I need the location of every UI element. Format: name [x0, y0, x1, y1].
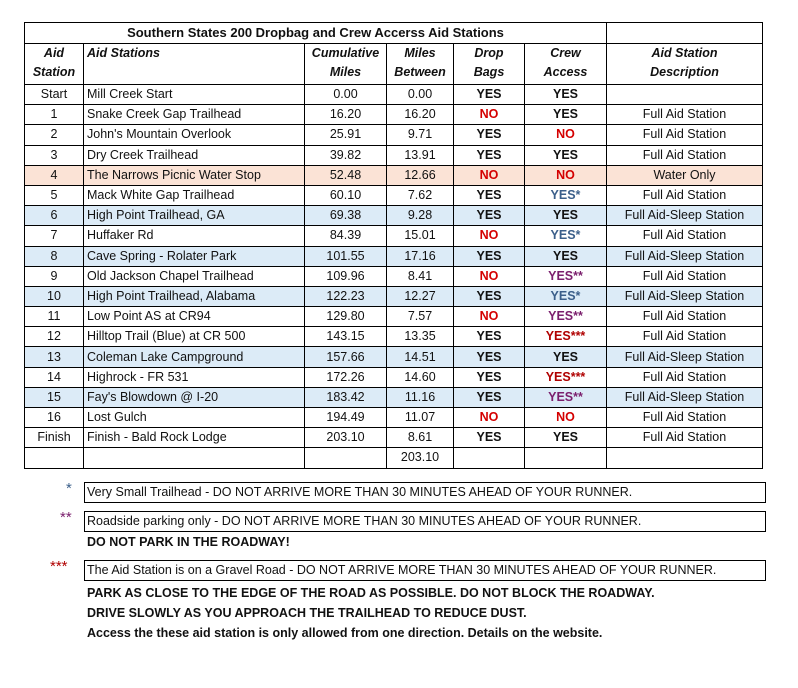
cell-between: 16.20 [387, 105, 454, 125]
note-two-mark: ** [60, 509, 72, 526]
cell-station: 1 [25, 105, 84, 125]
cell-between: 8.41 [387, 266, 454, 286]
cell-drop: YES [454, 185, 525, 205]
cell-station: 4 [25, 165, 84, 185]
cell-desc: Full Aid-Sleep Station [607, 206, 763, 226]
cell-name: Cave Spring - Rolater Park [84, 246, 305, 266]
cell-between: 7.57 [387, 307, 454, 327]
table-title: Southern States 200 Dropbag and Crew Accerss Aid Stations [25, 23, 607, 44]
table-row [25, 125, 763, 145]
cell-cumulative: 172.26 [305, 367, 387, 387]
total-empty-cell [305, 448, 387, 468]
cell-cumulative: 183.42 [305, 387, 387, 407]
cell-desc: Full Aid-Sleep Station [607, 286, 763, 306]
note-two-extra: DO NOT PARK IN THE ROADWAY! [87, 535, 290, 549]
cell-cumulative: 60.10 [305, 185, 387, 205]
cell-between: 8.61 [387, 428, 454, 448]
cell-name: Fay's Blowdown @ I-20 [84, 387, 305, 407]
cell-name: Low Point AS at CR94 [84, 307, 305, 327]
cell-desc: Full Aid Station [607, 185, 763, 205]
cell-drop: YES [454, 428, 525, 448]
cell-crew: YES*** [525, 327, 607, 347]
cell-drop: NO [454, 105, 525, 125]
cell-crew: YES** [525, 387, 607, 407]
cell-drop: YES [454, 347, 525, 367]
cell-crew: NO [525, 165, 607, 185]
cell-desc: Full Aid-Sleep Station [607, 347, 763, 367]
cell-name: Mack White Gap Trailhead [84, 185, 305, 205]
cell-station: 12 [25, 327, 84, 347]
cell-drop: NO [454, 307, 525, 327]
header-cumulative: Cumulative Miles [305, 44, 387, 85]
note-one-box: Very Small Trailhead - DO NOT ARRIVE MORE THAN 30 MINUTES AHEAD OF YOUR RUNNER. [84, 482, 766, 503]
cell-drop: YES [454, 85, 525, 105]
cell-crew: YES** [525, 266, 607, 286]
cell-station: 11 [25, 307, 84, 327]
cell-cumulative: 0.00 [305, 85, 387, 105]
cell-cumulative: 25.91 [305, 125, 387, 145]
note-three-extra2: DRIVE SLOWLY AS YOU APPROACH THE TRAILHEAD TO REDUCE DUST. [87, 606, 527, 620]
cell-desc: Full Aid Station [607, 408, 763, 428]
table-row [25, 347, 763, 367]
cell-drop: NO [454, 408, 525, 428]
table-row [25, 246, 763, 266]
cell-between: 13.91 [387, 145, 454, 165]
note-three-box: The Aid Station is on a Gravel Road - DO NOT ARRIVE MORE THAN 30 MINUTES AHEAD OF YOUR RUNNER. [84, 560, 766, 581]
cell-name: Snake Creek Gap Trailhead [84, 105, 305, 125]
table-row [25, 165, 763, 185]
cell-name: Lost Gulch [84, 408, 305, 428]
cell-between: 14.60 [387, 367, 454, 387]
header-name: Aid Stations [84, 44, 305, 85]
note-one-mark: * [66, 480, 72, 497]
cell-between: 9.71 [387, 125, 454, 145]
cell-between: 7.62 [387, 185, 454, 205]
table-row [25, 226, 763, 246]
table-row [25, 286, 763, 306]
cell-name: High Point Trailhead, Alabama [84, 286, 305, 306]
cell-crew: YES* [525, 185, 607, 205]
header-row [25, 44, 763, 85]
cell-drop: NO [454, 226, 525, 246]
cell-drop: YES [454, 246, 525, 266]
note-three-mark: *** [50, 558, 68, 575]
cell-desc: Full Aid-Sleep Station [607, 387, 763, 407]
cell-crew: YES* [525, 226, 607, 246]
cell-station: Start [25, 85, 84, 105]
cell-drop: YES [454, 327, 525, 347]
cell-crew: NO [525, 408, 607, 428]
cell-station: 8 [25, 246, 84, 266]
cell-crew: YES** [525, 307, 607, 327]
cell-drop: YES [454, 206, 525, 226]
total-empty-cell [25, 448, 84, 468]
cell-desc: Full Aid Station [607, 226, 763, 246]
cell-between: 0.00 [387, 85, 454, 105]
cell-cumulative: 101.55 [305, 246, 387, 266]
cell-station: 16 [25, 408, 84, 428]
cell-cumulative: 157.66 [305, 347, 387, 367]
table-row [25, 307, 763, 327]
cell-crew: YES* [525, 286, 607, 306]
cell-station: 9 [25, 266, 84, 286]
cell-between: 11.16 [387, 387, 454, 407]
cell-station: 5 [25, 185, 84, 205]
cell-crew: YES [525, 145, 607, 165]
table-row [25, 408, 763, 428]
cell-name: The Narrows Picnic Water Stop [84, 165, 305, 185]
cell-name: Coleman Lake Campground [84, 347, 305, 367]
cell-drop: YES [454, 367, 525, 387]
cell-between: 9.28 [387, 206, 454, 226]
cell-station: 10 [25, 286, 84, 306]
cell-cumulative: 143.15 [305, 327, 387, 347]
title-spacer [607, 23, 763, 44]
table-row [25, 387, 763, 407]
cell-desc: Water Only [607, 165, 763, 185]
cell-cumulative: 129.80 [305, 307, 387, 327]
header-desc: Aid Station Description [607, 44, 763, 85]
table-row [25, 145, 763, 165]
table-row [25, 185, 763, 205]
cell-name: Old Jackson Chapel Trailhead [84, 266, 305, 286]
header-crew: Crew Access [525, 44, 607, 85]
table-row [25, 367, 763, 387]
cell-desc: Full Aid Station [607, 327, 763, 347]
cell-drop: YES [454, 286, 525, 306]
cell-name: Highrock - FR 531 [84, 367, 305, 387]
cell-crew: YES [525, 428, 607, 448]
cell-drop: YES [454, 125, 525, 145]
cell-between: 12.27 [387, 286, 454, 306]
cell-desc: Full Aid Station [607, 125, 763, 145]
cell-cumulative: 16.20 [305, 105, 387, 125]
cell-cumulative: 39.82 [305, 145, 387, 165]
note-three-extra1: PARK AS CLOSE TO THE EDGE OF THE ROAD AS POSSIBLE. DO NOT BLOCK THE ROADWAY. [87, 586, 655, 600]
cell-between: 12.66 [387, 165, 454, 185]
total-between: 203.10 [387, 448, 454, 468]
cell-desc: Full Aid Station [607, 145, 763, 165]
header-between: Miles Between [387, 44, 454, 85]
cell-station: 13 [25, 347, 84, 367]
total-empty-cell [454, 448, 525, 468]
cell-desc: Full Aid-Sleep Station [607, 246, 763, 266]
cell-name: John's Mountain Overlook [84, 125, 305, 145]
cell-between: 17.16 [387, 246, 454, 266]
cell-station: 7 [25, 226, 84, 246]
cell-station: 2 [25, 125, 84, 145]
cell-cumulative: 109.96 [305, 266, 387, 286]
cell-cumulative: 84.39 [305, 226, 387, 246]
total-empty-cell [525, 448, 607, 468]
cell-crew: YES [525, 105, 607, 125]
cell-cumulative: 69.38 [305, 206, 387, 226]
cell-crew: YES*** [525, 367, 607, 387]
cell-cumulative: 203.10 [305, 428, 387, 448]
total-empty-cell [607, 448, 763, 468]
note-three-extra3: Access the these aid station is only allowed from one direction. Details on the website. [87, 626, 603, 640]
cell-desc: Full Aid Station [607, 428, 763, 448]
table-row [25, 327, 763, 347]
header-drop: Drop Bags [454, 44, 525, 85]
cell-drop: YES [454, 387, 525, 407]
cell-cumulative: 122.23 [305, 286, 387, 306]
table-row [25, 428, 763, 448]
cell-station: 15 [25, 387, 84, 407]
cell-station: 6 [25, 206, 84, 226]
note-two-box: Roadside parking only - DO NOT ARRIVE MORE THAN 30 MINUTES AHEAD OF YOUR RUNNER. [84, 511, 766, 532]
cell-desc: Full Aid Station [607, 105, 763, 125]
cell-desc: Full Aid Station [607, 266, 763, 286]
table-row [25, 206, 763, 226]
cell-drop: YES [454, 145, 525, 165]
cell-name: Finish - Bald Rock Lodge [84, 428, 305, 448]
cell-between: 15.01 [387, 226, 454, 246]
cell-drop: NO [454, 165, 525, 185]
total-row [25, 448, 763, 468]
cell-station: Finish [25, 428, 84, 448]
cell-between: 11.07 [387, 408, 454, 428]
cell-station: 3 [25, 145, 84, 165]
cell-station: 14 [25, 367, 84, 387]
aid-station-table [24, 22, 763, 469]
cell-desc: Full Aid Station [607, 367, 763, 387]
cell-desc: Full Aid Station [607, 307, 763, 327]
cell-crew: NO [525, 125, 607, 145]
cell-name: Huffaker Rd [84, 226, 305, 246]
total-empty-cell [84, 448, 305, 468]
header-station: Aid Station [25, 44, 84, 85]
cell-between: 13.35 [387, 327, 454, 347]
cell-crew: YES [525, 347, 607, 367]
cell-cumulative: 194.49 [305, 408, 387, 428]
aid-station-sheet [24, 22, 763, 469]
table-row [25, 85, 763, 105]
cell-name: Mill Creek Start [84, 85, 305, 105]
cell-between: 14.51 [387, 347, 454, 367]
cell-name: Dry Creek Trailhead [84, 145, 305, 165]
cell-name: Hilltop Trail (Blue) at CR 500 [84, 327, 305, 347]
table-row [25, 105, 763, 125]
cell-crew: YES [525, 85, 607, 105]
cell-crew: YES [525, 246, 607, 266]
cell-desc [607, 85, 763, 105]
cell-drop: NO [454, 266, 525, 286]
cell-crew: YES [525, 206, 607, 226]
table-row [25, 266, 763, 286]
cell-cumulative: 52.48 [305, 165, 387, 185]
cell-name: High Point Trailhead, GA [84, 206, 305, 226]
